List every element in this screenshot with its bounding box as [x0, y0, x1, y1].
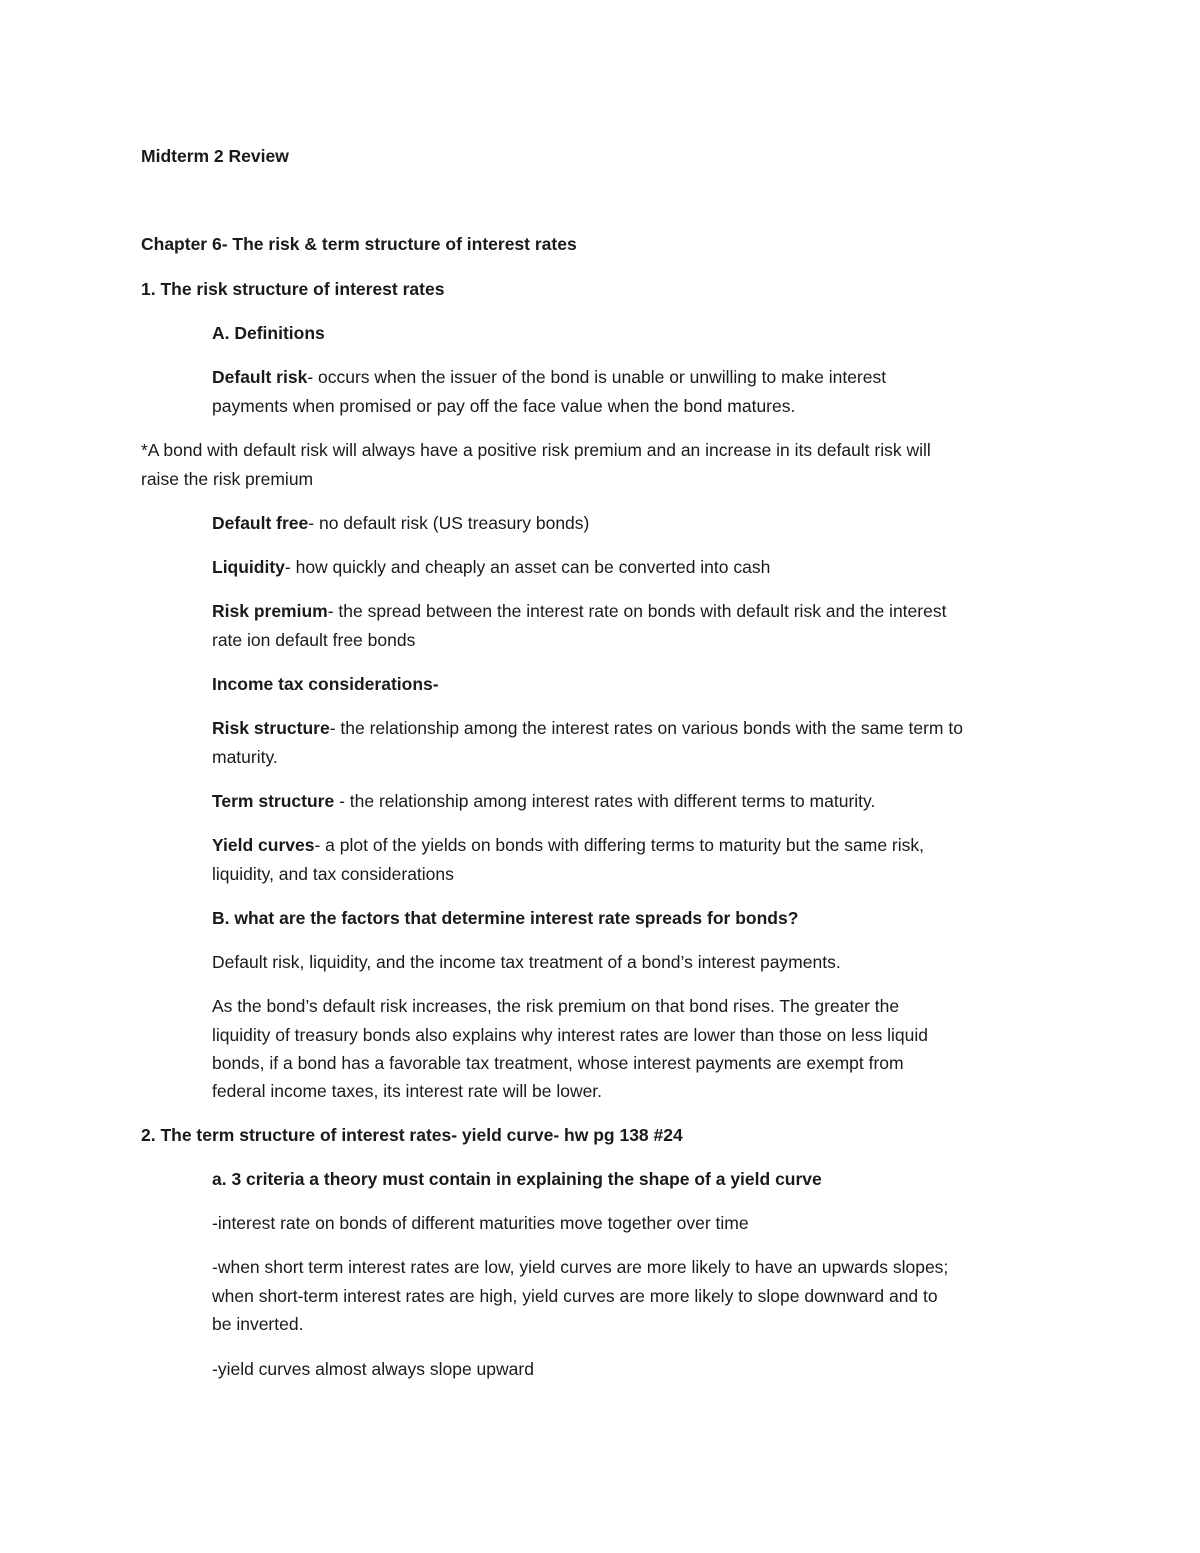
definition-text: - the spread between the interest rate on bonds with default risk and the interest: [327, 601, 947, 621]
definition-default-risk-cont: payments when promised or pay off the face value when the bond matures.: [212, 396, 796, 416]
term-liquidity: Liquidity: [212, 557, 285, 577]
section-1-heading: 1. The risk structure of interest rates: [141, 279, 445, 299]
criteria-3: -yield curves almost always slope upward: [212, 1359, 534, 1379]
paragraph-line-3: bonds, if a bond has a favorable tax treatment, whose interest payments are exempt from: [212, 1053, 904, 1073]
definition-text: - occurs when the issuer of the bond is unable or unwilling to make interest: [307, 367, 887, 387]
definition-text: - the relationship among the interest rates on various bonds with the same term to: [329, 718, 963, 738]
chapter-heading: Chapter 6- The risk & term structure of interest rates: [141, 234, 577, 254]
section-2-heading: 2. The term structure of interest rates- yield curve- hw pg 138 #24: [141, 1125, 683, 1145]
document-title: Midterm 2 Review: [141, 146, 289, 166]
definition-yield-curves-cont: liquidity, and tax considerations: [212, 864, 454, 884]
term-default-risk: Default risk: [212, 367, 308, 387]
term-term-structure: Term structure: [212, 791, 335, 811]
factors-answer: Default risk, liquidity, and the income tax treatment of a bond’s interest payments.: [212, 952, 841, 972]
definition-risk-structure: [212, 714, 963, 743]
definition-risk-structure-cont: maturity.: [212, 747, 278, 767]
criteria-1: -interest rate on bonds of different maturities move together over time: [212, 1213, 749, 1233]
definition-text: - a plot of the yields on bonds with differing terms to maturity but the same risk,: [314, 835, 925, 855]
term-default-free: Default free: [212, 513, 309, 533]
criteria-2-line-3: be inverted.: [212, 1314, 304, 1334]
definitions-subheading: A. Definitions: [212, 323, 325, 343]
definition-text: - how quickly and cheaply an asset can be converted into cash: [284, 557, 771, 577]
definition-text: - the relationship among interest rates with different terms to maturity.: [334, 791, 876, 811]
definition-default-free: [212, 509, 589, 538]
definition-liquidity: [212, 553, 770, 582]
term-risk-structure: Risk structure: [212, 718, 330, 738]
criteria-2-line-1: -when short term interest rates are low, yield curves are more likely to have an upwards slopes;: [212, 1257, 949, 1277]
paragraph-line-1: As the bond’s default risk increases, the risk premium on that bond rises. The greater the: [212, 996, 900, 1016]
term-risk-premium: Risk premium: [212, 601, 328, 621]
term-yield-curves: Yield curves: [212, 835, 315, 855]
definition-term-structure: [212, 787, 875, 816]
term-income-tax-considerations: Income tax considerations-: [212, 674, 439, 694]
paragraph-line-2: liquidity of treasury bonds also explains why interest rates are lower than those on less liquid: [212, 1025, 928, 1045]
definition-risk-premium-cont: rate ion default free bonds: [212, 630, 416, 650]
definition-risk-premium: [212, 597, 946, 626]
factors-subheading: B. what are the factors that determine interest rate spreads for bonds?: [212, 908, 799, 928]
note-line-1: *A bond with default risk will always have a positive risk premium and an increase in its default risk will: [141, 440, 931, 460]
paragraph-line-4: federal income taxes, its interest rate will be lower.: [212, 1081, 603, 1101]
definition-yield-curves: [212, 831, 924, 860]
definition-default-risk: [212, 363, 886, 392]
note-line-2: raise the risk premium: [141, 469, 314, 489]
definition-text: - no default risk (US treasury bonds): [308, 513, 590, 533]
criteria-subheading: a. 3 criteria a theory must contain in explaining the shape of a yield curve: [212, 1169, 822, 1189]
criteria-2-line-2: when short-term interest rates are high, yield curves are more likely to slope downward and to: [212, 1286, 938, 1306]
